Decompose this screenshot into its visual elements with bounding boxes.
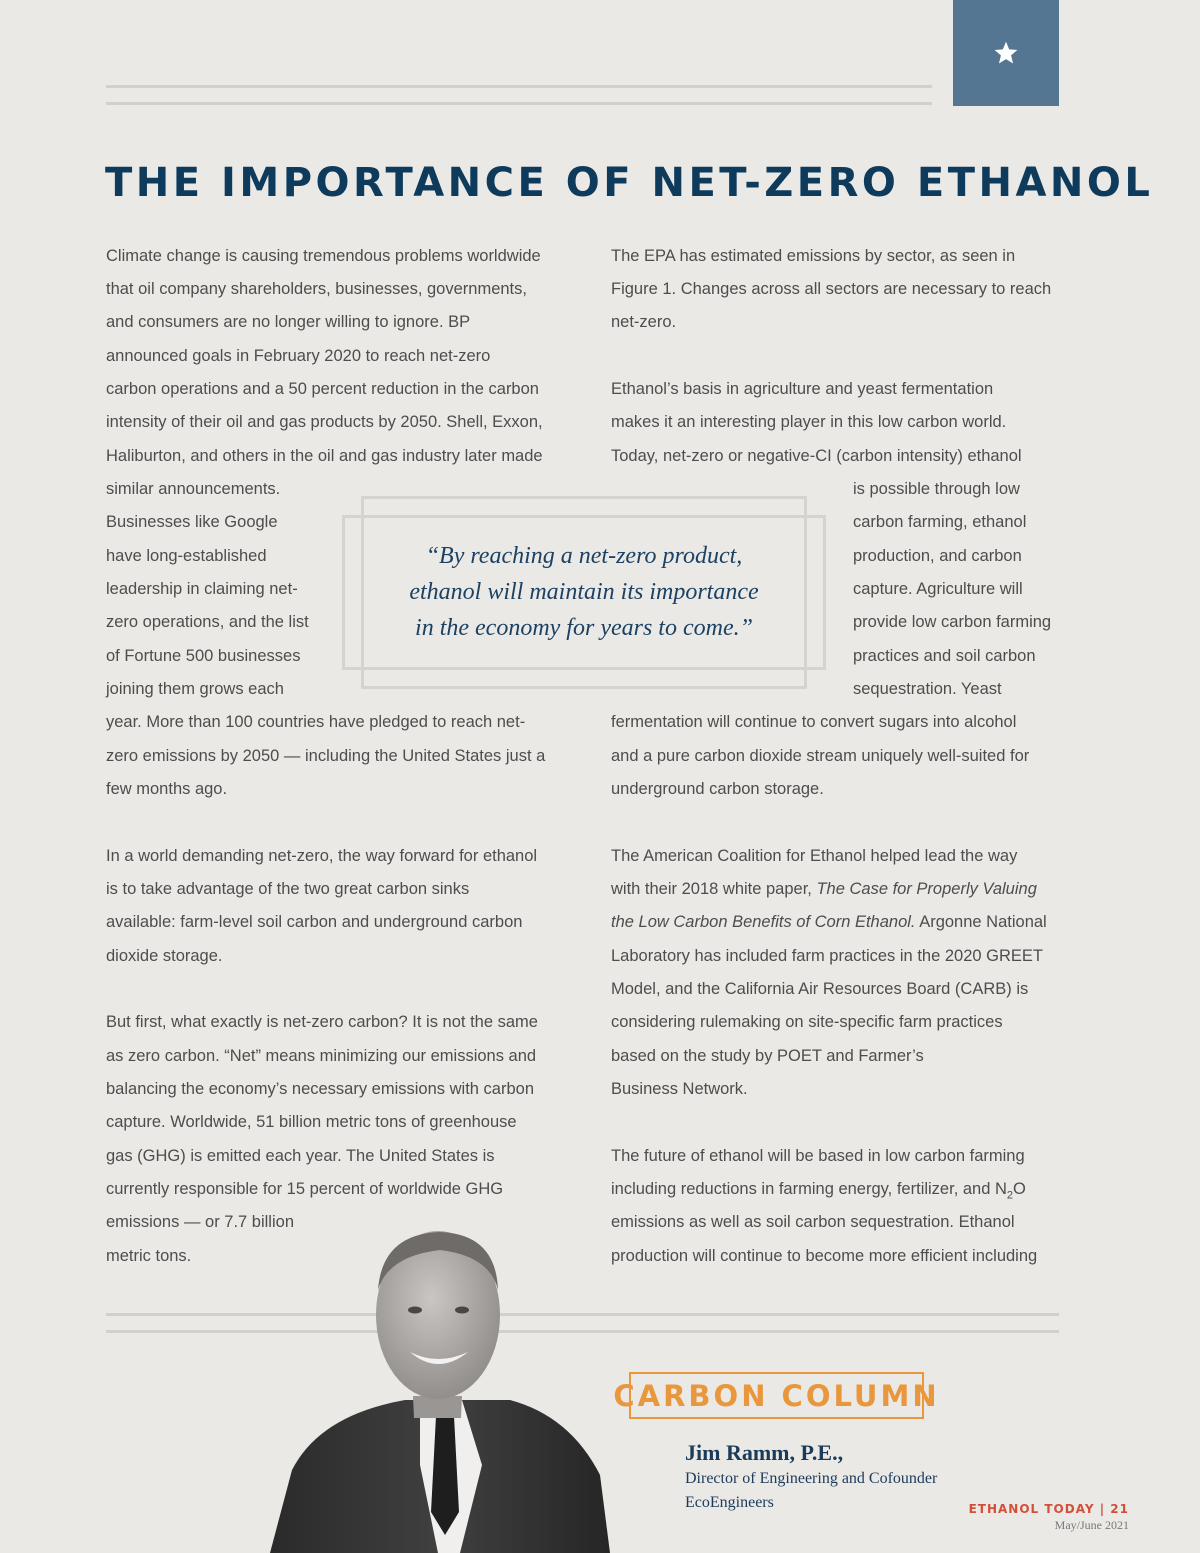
body-line: carbon operations and a 50 percent reduction in the carbon bbox=[106, 380, 539, 398]
body-line: net-zero. bbox=[611, 313, 677, 331]
body-line: But first, what exactly is net-zero carbon? It is not the same bbox=[106, 1013, 538, 1031]
subscript: 2 bbox=[1006, 1189, 1014, 1202]
body-text: with their 2018 white paper, bbox=[611, 880, 817, 898]
author-name: Jim Ramm, P.E., bbox=[685, 1440, 844, 1465]
body-line: production will continue to become more efficient including bbox=[611, 1247, 1038, 1265]
body-line: balancing the economy’s necessary emissions with carbon bbox=[106, 1080, 535, 1098]
body-line: as zero carbon. “Net” means minimizing our emissions and bbox=[106, 1047, 537, 1065]
body-line: year. More than 100 countries have pledged to reach net- bbox=[106, 713, 526, 731]
body-line: intensity of their oil and gas products by 2050. Shell, Exxon, bbox=[106, 413, 543, 431]
body-line: Figure 1. Changes across all sectors are necessary to reach bbox=[611, 280, 1052, 298]
body-line: Laboratory has included farm practices in the 2020 GREET bbox=[611, 947, 1043, 965]
body-line: few months ago. bbox=[106, 780, 228, 798]
star-badge bbox=[953, 0, 1059, 106]
body-line: carbon farming, ethanol bbox=[853, 513, 1027, 531]
body-text: Argonne National bbox=[915, 913, 1047, 931]
pull-quote-line: “By reaching a net-zero product, bbox=[425, 543, 743, 569]
body-line: emissions — or 7.7 billion bbox=[106, 1213, 294, 1231]
body-line: In a world demanding net-zero, the way forward for ethanol bbox=[106, 847, 538, 865]
body-line: metric tons. bbox=[106, 1247, 192, 1265]
body-line bbox=[611, 1179, 1026, 1205]
body-line: currently responsible for 15 percent of worldwide GHG bbox=[106, 1180, 504, 1198]
body-line: emissions as well as soil carbon sequestration. Ethanol bbox=[611, 1213, 1015, 1231]
body-line: provide low carbon farming bbox=[853, 613, 1052, 631]
header-rule-top bbox=[106, 85, 932, 88]
body-line: Businesses like Google bbox=[106, 513, 278, 531]
body-line: available: farm-level soil carbon and underground carbon bbox=[106, 913, 523, 931]
body-line bbox=[611, 879, 1037, 899]
body-line: is possible through low bbox=[853, 480, 1020, 498]
body-line: of Fortune 500 businesses bbox=[106, 647, 301, 665]
body-line: makes it an interesting player in this low carbon world. bbox=[611, 413, 1007, 431]
body-line: and consumers are no longer willing to ignore. BP bbox=[106, 313, 471, 331]
body-line: gas (GHG) is emitted each year. The United States is bbox=[106, 1147, 495, 1165]
body-line: Haliburton, and others in the oil and gas industry later made bbox=[106, 447, 543, 465]
page-folio: ETHANOL TODAY | 21 bbox=[968, 1502, 1129, 1516]
body-line: capture. Agriculture will bbox=[853, 580, 1023, 598]
body-line: Climate change is causing tremendous problems worldwide bbox=[106, 247, 541, 265]
body-line: The EPA has estimated emissions by sector, as seen in bbox=[611, 247, 1016, 265]
body-text: O bbox=[1013, 1180, 1026, 1198]
pull-quote-line: ethanol will maintain its importance bbox=[409, 579, 759, 605]
body-line bbox=[611, 912, 1047, 932]
body-line: production, and carbon bbox=[853, 547, 1022, 565]
body-text: including reductions in farming energy, fertilizer, and N bbox=[611, 1180, 1007, 1198]
body-line: Business Network. bbox=[611, 1080, 748, 1098]
body-line: that oil company shareholders, businesses, governments, bbox=[106, 280, 527, 298]
body-line: dioxide storage. bbox=[106, 947, 223, 965]
body-line: Today, net-zero or negative-CI (carbon intensity) ethanol bbox=[611, 447, 1022, 465]
carbon-column-badge: CARBON COLUMN bbox=[629, 1372, 924, 1419]
body-line: Ethanol’s basis in agriculture and yeast fermentation bbox=[611, 380, 994, 398]
header-rule-bottom bbox=[106, 102, 932, 105]
body-line: is to take advantage of the two great carbon sinks bbox=[106, 880, 470, 898]
body-line: practices and soil carbon bbox=[853, 647, 1036, 665]
pull-quote-text bbox=[362, 538, 806, 646]
body-line: The future of ethanol will be based in low carbon farming bbox=[611, 1147, 1025, 1165]
body-line: leadership in claiming net- bbox=[106, 580, 298, 598]
body-line: based on the study by POET and Farmer’s bbox=[611, 1047, 924, 1065]
white-paper-title: The Case for Properly Valuing bbox=[816, 880, 1037, 898]
body-line: considering rulemaking on site-specific farm practices bbox=[611, 1013, 1003, 1031]
body-line: announced goals in February 2020 to reach net-zero bbox=[106, 347, 491, 365]
white-paper-title: the Low Carbon Benefits of Corn Ethanol. bbox=[611, 913, 916, 931]
author-role: Director of Engineering and Cofounder bbox=[685, 1470, 938, 1487]
body-line: zero emissions by 2050 — including the United States just a bbox=[106, 747, 546, 765]
body-line: capture. Worldwide, 51 billion metric tons of greenhouse bbox=[106, 1113, 517, 1131]
body-line: similar announcements. bbox=[106, 480, 281, 498]
body-line: and a pure carbon dioxide stream uniquely well-suited for bbox=[611, 747, 1030, 765]
body-line: underground carbon storage. bbox=[611, 780, 824, 798]
issue-date: May/June 2021 bbox=[1054, 1518, 1129, 1532]
star-icon bbox=[993, 40, 1019, 66]
body-line: fermentation will continue to convert sugars into alcohol bbox=[611, 713, 1017, 731]
body-line: joining them grows each bbox=[106, 680, 284, 698]
body-line: The American Coalition for Ethanol helped lead the way bbox=[611, 847, 1018, 865]
body-line: have long-established bbox=[106, 547, 267, 565]
author-portrait bbox=[270, 1220, 610, 1553]
body-line: Model, and the California Air Resources Board (CARB) is bbox=[611, 980, 1029, 998]
author-organization: EcoEngineers bbox=[685, 1494, 774, 1511]
pull-quote-line: in the economy for years to come.” bbox=[415, 615, 753, 641]
article-title: THE IMPORTANCE OF NET-ZERO ETHANOL bbox=[105, 160, 1154, 206]
body-line: zero operations, and the list bbox=[106, 613, 309, 631]
body-line: sequestration. Yeast bbox=[853, 680, 1002, 698]
